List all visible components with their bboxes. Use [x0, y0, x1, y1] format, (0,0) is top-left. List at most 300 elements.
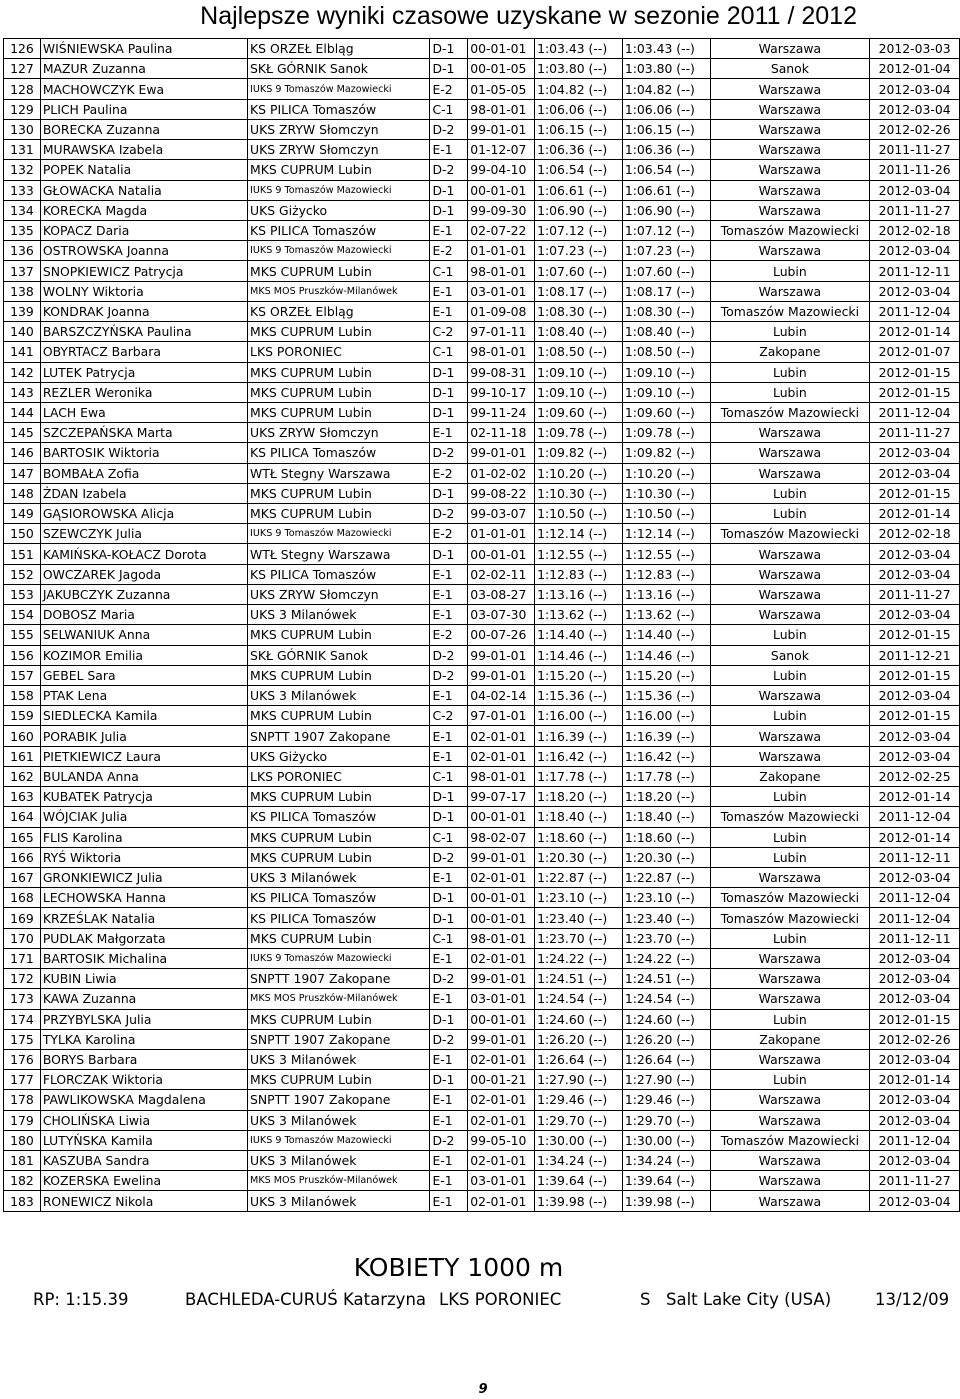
results-table [3, 38, 960, 1212]
cell-category: E-1 [430, 1151, 468, 1171]
cell-club: LKS PORONIEC [248, 342, 430, 362]
cell-category: D-1 [430, 787, 468, 807]
cell-category: D-2 [430, 443, 468, 463]
cell-club: KS PILICA Tomaszów [248, 99, 430, 119]
cell-position: 147 [4, 463, 41, 483]
record-date: 13/12/09 [875, 1290, 950, 1309]
cell-category: C-1 [430, 766, 468, 786]
cell-best-time: 1:34.24 (--) [622, 1151, 710, 1171]
cell-time: 1:23.10 (--) [535, 888, 623, 908]
cell-athlete-name: SIEDLECKA Kamila [40, 706, 247, 726]
table-row [4, 443, 960, 463]
cell-category: D-2 [430, 1029, 468, 1049]
cell-time: 1:13.16 (--) [535, 584, 623, 604]
cell-time: 1:03.80 (--) [535, 59, 623, 79]
cell-date: 2012-01-15 [870, 483, 960, 503]
cell-venue: Warszawa [710, 160, 870, 180]
table-row [4, 746, 960, 766]
cell-date: 2012-03-04 [870, 443, 960, 463]
cell-date: 2012-03-04 [870, 867, 960, 887]
cell-date: 2011-12-11 [870, 928, 960, 948]
cell-date: 2012-03-04 [870, 241, 960, 261]
cell-club: KS PILICA Tomaszów [248, 908, 430, 928]
cell-best-time: 1:22.87 (--) [622, 867, 710, 887]
cell-best-time: 1:16.42 (--) [622, 746, 710, 766]
cell-athlete-name: BARTOSIK Michalina [40, 948, 247, 968]
cell-time: 1:09.10 (--) [535, 382, 623, 402]
cell-club: MKS CUPRUM Lubin [248, 402, 430, 422]
table-row [4, 726, 960, 746]
table-row [4, 827, 960, 847]
cell-club: IUKS 9 Tomaszów Mazowiecki [248, 1130, 430, 1150]
cell-club: UKS 3 Milanówek [248, 1191, 430, 1211]
cell-athlete-name: MURAWSKA Izabela [40, 140, 247, 160]
cell-category: D-1 [430, 39, 468, 59]
cell-birth-date: 01-02-02 [468, 463, 535, 483]
cell-athlete-name: SZCZEPAŃSKA Marta [40, 423, 247, 443]
cell-best-time: 1:10.30 (--) [622, 483, 710, 503]
cell-date: 2012-01-15 [870, 665, 960, 685]
cell-position: 175 [4, 1029, 41, 1049]
table-row [4, 1070, 960, 1090]
cell-time: 1:09.78 (--) [535, 423, 623, 443]
cell-birth-date: 00-07-26 [468, 625, 535, 645]
cell-athlete-name: KAWA Zuzanna [40, 989, 247, 1009]
cell-category: E-1 [430, 220, 468, 240]
cell-time: 1:14.46 (--) [535, 645, 623, 665]
cell-club: KS PILICA Tomaszów [248, 564, 430, 584]
cell-time: 1:27.90 (--) [535, 1070, 623, 1090]
cell-athlete-name: LUTYŃSKA Kamila [40, 1130, 247, 1150]
cell-category: E-1 [430, 301, 468, 321]
cell-best-time: 1:09.10 (--) [622, 382, 710, 402]
cell-date: 2012-03-04 [870, 605, 960, 625]
cell-best-time: 1:09.60 (--) [622, 402, 710, 422]
cell-position: 151 [4, 544, 41, 564]
cell-category: C-1 [430, 261, 468, 281]
cell-birth-date: 03-07-30 [468, 605, 535, 625]
cell-category: D-1 [430, 908, 468, 928]
cell-category: C-1 [430, 928, 468, 948]
cell-athlete-name: ŻDAN Izabela [40, 483, 247, 503]
cell-category: E-1 [430, 1049, 468, 1069]
cell-birth-date: 03-01-01 [468, 281, 535, 301]
cell-club: MKS CUPRUM Lubin [248, 625, 430, 645]
cell-birth-date: 02-01-01 [468, 746, 535, 766]
cell-athlete-name: PIETKIEWICZ Laura [40, 746, 247, 766]
cell-club: SNPTT 1907 Zakopane [248, 969, 430, 989]
cell-best-time: 1:03.43 (--) [622, 39, 710, 59]
table-row [4, 1191, 960, 1211]
results-rows [4, 39, 960, 1212]
cell-date: 2012-01-04 [870, 59, 960, 79]
table-row [4, 59, 960, 79]
cell-athlete-name: PORABIK Julia [40, 726, 247, 746]
cell-club: MKS CUPRUM Lubin [248, 362, 430, 382]
cell-birth-date: 99-03-07 [468, 504, 535, 524]
cell-position: 181 [4, 1151, 41, 1171]
cell-venue: Warszawa [710, 584, 870, 604]
cell-birth-date: 02-01-01 [468, 726, 535, 746]
cell-athlete-name: KAMIŃSKA-KOŁACZ Dorota [40, 544, 247, 564]
cell-venue: Warszawa [710, 241, 870, 261]
cell-date: 2012-01-15 [870, 382, 960, 402]
cell-birth-date: 01-01-01 [468, 524, 535, 544]
cell-position: 174 [4, 1009, 41, 1029]
cell-position: 154 [4, 605, 41, 625]
cell-date: 2012-01-15 [870, 362, 960, 382]
cell-position: 139 [4, 301, 41, 321]
cell-position: 180 [4, 1130, 41, 1150]
table-row [4, 39, 960, 59]
page-title: Najlepsze wyniki czasowe uzyskane w sezonie 2011 / 2012 [200, 2, 857, 30]
cell-athlete-name: OBYRTACZ Barbara [40, 342, 247, 362]
table-row [4, 564, 960, 584]
cell-position: 169 [4, 908, 41, 928]
cell-athlete-name: BARSZCZYŃSKA Paulina [40, 322, 247, 342]
cell-birth-date: 98-01-01 [468, 928, 535, 948]
cell-club: MKS CUPRUM Lubin [248, 787, 430, 807]
cell-club: UKS ZRYW Słomczyn [248, 140, 430, 160]
table-row [4, 948, 960, 968]
cell-time: 1:15.20 (--) [535, 665, 623, 685]
cell-date: 2011-11-27 [870, 1171, 960, 1191]
cell-club: UKS 3 Milanówek [248, 1151, 430, 1171]
cell-time: 1:08.50 (--) [535, 342, 623, 362]
cell-athlete-name: KUBIN Liwia [40, 969, 247, 989]
cell-time: 1:22.87 (--) [535, 867, 623, 887]
cell-date: 2012-03-04 [870, 180, 960, 200]
table-row [4, 625, 960, 645]
cell-category: C-2 [430, 322, 468, 342]
cell-time: 1:12.55 (--) [535, 544, 623, 564]
record-club: LKS PORONIEC [439, 1290, 562, 1309]
cell-venue: Lubin [710, 483, 870, 503]
cell-best-time: 1:18.20 (--) [622, 787, 710, 807]
cell-position: 144 [4, 402, 41, 422]
cell-venue: Tomaszów Mazowiecki [710, 807, 870, 827]
cell-category: D-1 [430, 59, 468, 79]
cell-best-time: 1:29.46 (--) [622, 1090, 710, 1110]
cell-venue: Warszawa [710, 1171, 870, 1191]
cell-birth-date: 99-01-01 [468, 119, 535, 139]
cell-venue: Lubin [710, 665, 870, 685]
cell-club: WTŁ Stegny Warszawa [248, 544, 430, 564]
table-row [4, 504, 960, 524]
table-row [4, 847, 960, 867]
cell-position: 158 [4, 686, 41, 706]
cell-time: 1:06.06 (--) [535, 99, 623, 119]
cell-position: 148 [4, 483, 41, 503]
cell-club: IUKS 9 Tomaszów Mazowiecki [248, 180, 430, 200]
cell-best-time: 1:23.10 (--) [622, 888, 710, 908]
table-row [4, 362, 960, 382]
cell-athlete-name: OSTROWSKA Joanna [40, 241, 247, 261]
cell-birth-date: 00-01-01 [468, 888, 535, 908]
cell-venue: Lubin [710, 382, 870, 402]
cell-best-time: 1:07.23 (--) [622, 241, 710, 261]
cell-club: MKS MOS Pruszków-Milanówek [248, 1171, 430, 1191]
cell-best-time: 1:13.62 (--) [622, 605, 710, 625]
table-row [4, 1110, 960, 1130]
page-number: 9 [478, 1382, 488, 1397]
cell-time: 1:29.70 (--) [535, 1110, 623, 1130]
cell-birth-date: 97-01-01 [468, 706, 535, 726]
cell-venue: Lubin [710, 847, 870, 867]
cell-birth-date: 00-01-01 [468, 807, 535, 827]
table-row [4, 281, 960, 301]
cell-venue: Warszawa [710, 99, 870, 119]
cell-date: 2012-03-04 [870, 99, 960, 119]
cell-category: D-2 [430, 119, 468, 139]
cell-best-time: 1:24.54 (--) [622, 989, 710, 1009]
cell-time: 1:24.54 (--) [535, 989, 623, 1009]
cell-athlete-name: MAZUR Zuzanna [40, 59, 247, 79]
cell-position: 126 [4, 39, 41, 59]
cell-date: 2012-02-18 [870, 524, 960, 544]
cell-venue: Sanok [710, 59, 870, 79]
cell-position: 157 [4, 665, 41, 685]
cell-venue: Warszawa [710, 463, 870, 483]
cell-venue: Sanok [710, 645, 870, 665]
cell-club: UKS 3 Milanówek [248, 867, 430, 887]
cell-club: UKS 3 Milanówek [248, 1110, 430, 1130]
table-row [4, 665, 960, 685]
cell-position: 165 [4, 827, 41, 847]
table-row [4, 261, 960, 281]
cell-athlete-name: SZEWCZYK Julia [40, 524, 247, 544]
cell-athlete-name: KOZERSKA Ewelina [40, 1171, 247, 1191]
cell-venue: Lubin [710, 625, 870, 645]
cell-date: 2012-01-14 [870, 322, 960, 342]
cell-best-time: 1:16.00 (--) [622, 706, 710, 726]
cell-venue: Warszawa [710, 686, 870, 706]
cell-date: 2012-03-04 [870, 726, 960, 746]
cell-athlete-name: SELWANIUK Anna [40, 625, 247, 645]
cell-best-time: 1:23.70 (--) [622, 928, 710, 948]
cell-date: 2012-03-04 [870, 969, 960, 989]
cell-position: 152 [4, 564, 41, 584]
cell-venue: Warszawa [710, 1049, 870, 1069]
cell-birth-date: 99-01-01 [468, 645, 535, 665]
table-row [4, 1090, 960, 1110]
table-row [4, 524, 960, 544]
cell-athlete-name: REZLER Weronika [40, 382, 247, 402]
cell-birth-date: 97-01-11 [468, 322, 535, 342]
cell-athlete-name: KOZIMOR Emilia [40, 645, 247, 665]
cell-category: D-1 [430, 1009, 468, 1029]
cell-club: MKS CUPRUM Lubin [248, 706, 430, 726]
cell-time: 1:17.78 (--) [535, 766, 623, 786]
cell-birth-date: 02-01-01 [468, 1090, 535, 1110]
cell-athlete-name: KOPACZ Daria [40, 220, 247, 240]
cell-category: E-1 [430, 1110, 468, 1130]
cell-birth-date: 99-01-01 [468, 1029, 535, 1049]
cell-birth-date: 00-01-01 [468, 180, 535, 200]
cell-best-time: 1:29.70 (--) [622, 1110, 710, 1130]
cell-best-time: 1:30.00 (--) [622, 1130, 710, 1150]
cell-date: 2012-01-14 [870, 787, 960, 807]
cell-athlete-name: PLICH Paulina [40, 99, 247, 119]
cell-time: 1:16.39 (--) [535, 726, 623, 746]
cell-athlete-name: GĄSIOROWSKA Alicja [40, 504, 247, 524]
section-title: KOBIETY 1000 m [353, 1253, 564, 1282]
cell-best-time: 1:26.64 (--) [622, 1049, 710, 1069]
cell-time: 1:08.30 (--) [535, 301, 623, 321]
cell-date: 2011-12-04 [870, 1130, 960, 1150]
cell-birth-date: 99-10-17 [468, 382, 535, 402]
cell-athlete-name: WIŚNIEWSKA Paulina [40, 39, 247, 59]
cell-position: 156 [4, 645, 41, 665]
cell-date: 2012-03-04 [870, 564, 960, 584]
cell-club: WTŁ Stegny Warszawa [248, 463, 430, 483]
table-row [4, 180, 960, 200]
cell-birth-date: 99-01-01 [468, 443, 535, 463]
cell-club: IUKS 9 Tomaszów Mazowiecki [248, 524, 430, 544]
cell-club: UKS ZRYW Słomczyn [248, 423, 430, 443]
cell-venue: Tomaszów Mazowiecki [710, 301, 870, 321]
record-code: S [640, 1290, 651, 1309]
cell-venue: Lubin [710, 928, 870, 948]
cell-venue: Tomaszów Mazowiecki [710, 402, 870, 422]
cell-date: 2012-02-25 [870, 766, 960, 786]
cell-category: E-1 [430, 867, 468, 887]
cell-club: KS ORZEŁ Elbląg [248, 39, 430, 59]
cell-best-time: 1:06.54 (--) [622, 160, 710, 180]
cell-club: MKS CUPRUM Lubin [248, 322, 430, 342]
cell-venue: Lubin [710, 1009, 870, 1029]
table-row [4, 766, 960, 786]
cell-club: MKS CUPRUM Lubin [248, 928, 430, 948]
cell-category: D-1 [430, 402, 468, 422]
cell-athlete-name: DOBOSZ Maria [40, 605, 247, 625]
table-row [4, 787, 960, 807]
cell-athlete-name: BORYS Barbara [40, 1049, 247, 1069]
table-row [4, 544, 960, 564]
cell-venue: Warszawa [710, 140, 870, 160]
table-row [4, 342, 960, 362]
cell-athlete-name: BORECKA Zuzanna [40, 119, 247, 139]
cell-birth-date: 04-02-14 [468, 686, 535, 706]
table-row [4, 463, 960, 483]
cell-date: 2011-12-21 [870, 645, 960, 665]
cell-club: KS PILICA Tomaszów [248, 443, 430, 463]
cell-category: C-1 [430, 827, 468, 847]
cell-position: 182 [4, 1171, 41, 1191]
cell-date: 2011-12-04 [870, 301, 960, 321]
cell-venue: Warszawa [710, 989, 870, 1009]
cell-venue: Lubin [710, 827, 870, 847]
cell-position: 179 [4, 1110, 41, 1130]
cell-category: D-1 [430, 382, 468, 402]
cell-club: SKŁ GÓRNIK Sanok [248, 645, 430, 665]
table-row [4, 423, 960, 443]
cell-birth-date: 99-08-31 [468, 362, 535, 382]
cell-venue: Zakopane [710, 766, 870, 786]
cell-venue: Lubin [710, 504, 870, 524]
cell-birth-date: 01-01-01 [468, 241, 535, 261]
cell-category: E-2 [430, 524, 468, 544]
cell-position: 132 [4, 160, 41, 180]
cell-date: 2012-01-14 [870, 1070, 960, 1090]
cell-time: 1:12.83 (--) [535, 564, 623, 584]
cell-venue: Warszawa [710, 605, 870, 625]
cell-time: 1:07.12 (--) [535, 220, 623, 240]
cell-time: 1:10.50 (--) [535, 504, 623, 524]
cell-date: 2012-02-18 [870, 220, 960, 240]
cell-date: 2012-03-04 [870, 1090, 960, 1110]
cell-athlete-name: LACH Ewa [40, 402, 247, 422]
table-row [4, 867, 960, 887]
cell-birth-date: 01-12-07 [468, 140, 535, 160]
cell-birth-date: 00-01-21 [468, 1070, 535, 1090]
table-row [4, 706, 960, 726]
cell-best-time: 1:08.17 (--) [622, 281, 710, 301]
cell-best-time: 1:07.12 (--) [622, 220, 710, 240]
cell-birth-date: 00-01-01 [468, 544, 535, 564]
cell-best-time: 1:03.80 (--) [622, 59, 710, 79]
cell-club: LKS PORONIEC [248, 766, 430, 786]
cell-time: 1:39.64 (--) [535, 1171, 623, 1191]
cell-date: 2012-03-04 [870, 989, 960, 1009]
cell-position: 145 [4, 423, 41, 443]
cell-venue: Warszawa [710, 948, 870, 968]
cell-birth-date: 99-05-10 [468, 1130, 535, 1150]
cell-time: 1:09.82 (--) [535, 443, 623, 463]
cell-venue: Lubin [710, 322, 870, 342]
table-row [4, 220, 960, 240]
cell-position: 149 [4, 504, 41, 524]
table-row [4, 1171, 960, 1191]
cell-position: 150 [4, 524, 41, 544]
cell-time: 1:16.42 (--) [535, 746, 623, 766]
cell-position: 127 [4, 59, 41, 79]
cell-best-time: 1:24.60 (--) [622, 1009, 710, 1029]
cell-time: 1:15.36 (--) [535, 686, 623, 706]
cell-athlete-name: OWCZAREK Jagoda [40, 564, 247, 584]
cell-category: E-1 [430, 281, 468, 301]
cell-date: 2012-01-15 [870, 706, 960, 726]
cell-time: 1:03.43 (--) [535, 39, 623, 59]
table-row [4, 140, 960, 160]
cell-club: MKS CUPRUM Lubin [248, 665, 430, 685]
cell-position: 163 [4, 787, 41, 807]
table-row [4, 160, 960, 180]
cell-time: 1:07.23 (--) [535, 241, 623, 261]
cell-date: 2012-03-04 [870, 1049, 960, 1069]
cell-category: E-1 [430, 140, 468, 160]
cell-category: E-2 [430, 463, 468, 483]
cell-date: 2012-03-04 [870, 948, 960, 968]
cell-club: MKS CUPRUM Lubin [248, 1070, 430, 1090]
cell-club: IUKS 9 Tomaszów Mazowiecki [248, 241, 430, 261]
cell-venue: Lubin [710, 1070, 870, 1090]
cell-birth-date: 03-01-01 [468, 1171, 535, 1191]
cell-club: MKS MOS Pruszków-Milanówek [248, 281, 430, 301]
table-row [4, 200, 960, 220]
cell-date: 2012-03-04 [870, 79, 960, 99]
cell-venue: Warszawa [710, 200, 870, 220]
cell-best-time: 1:08.40 (--) [622, 322, 710, 342]
cell-athlete-name: PTAK Lena [40, 686, 247, 706]
cell-date: 2011-11-27 [870, 200, 960, 220]
cell-time: 1:06.36 (--) [535, 140, 623, 160]
cell-category: E-2 [430, 79, 468, 99]
cell-date: 2011-12-11 [870, 847, 960, 867]
cell-club: UKS ZRYW Słomczyn [248, 119, 430, 139]
cell-category: D-1 [430, 362, 468, 382]
cell-position: 133 [4, 180, 41, 200]
